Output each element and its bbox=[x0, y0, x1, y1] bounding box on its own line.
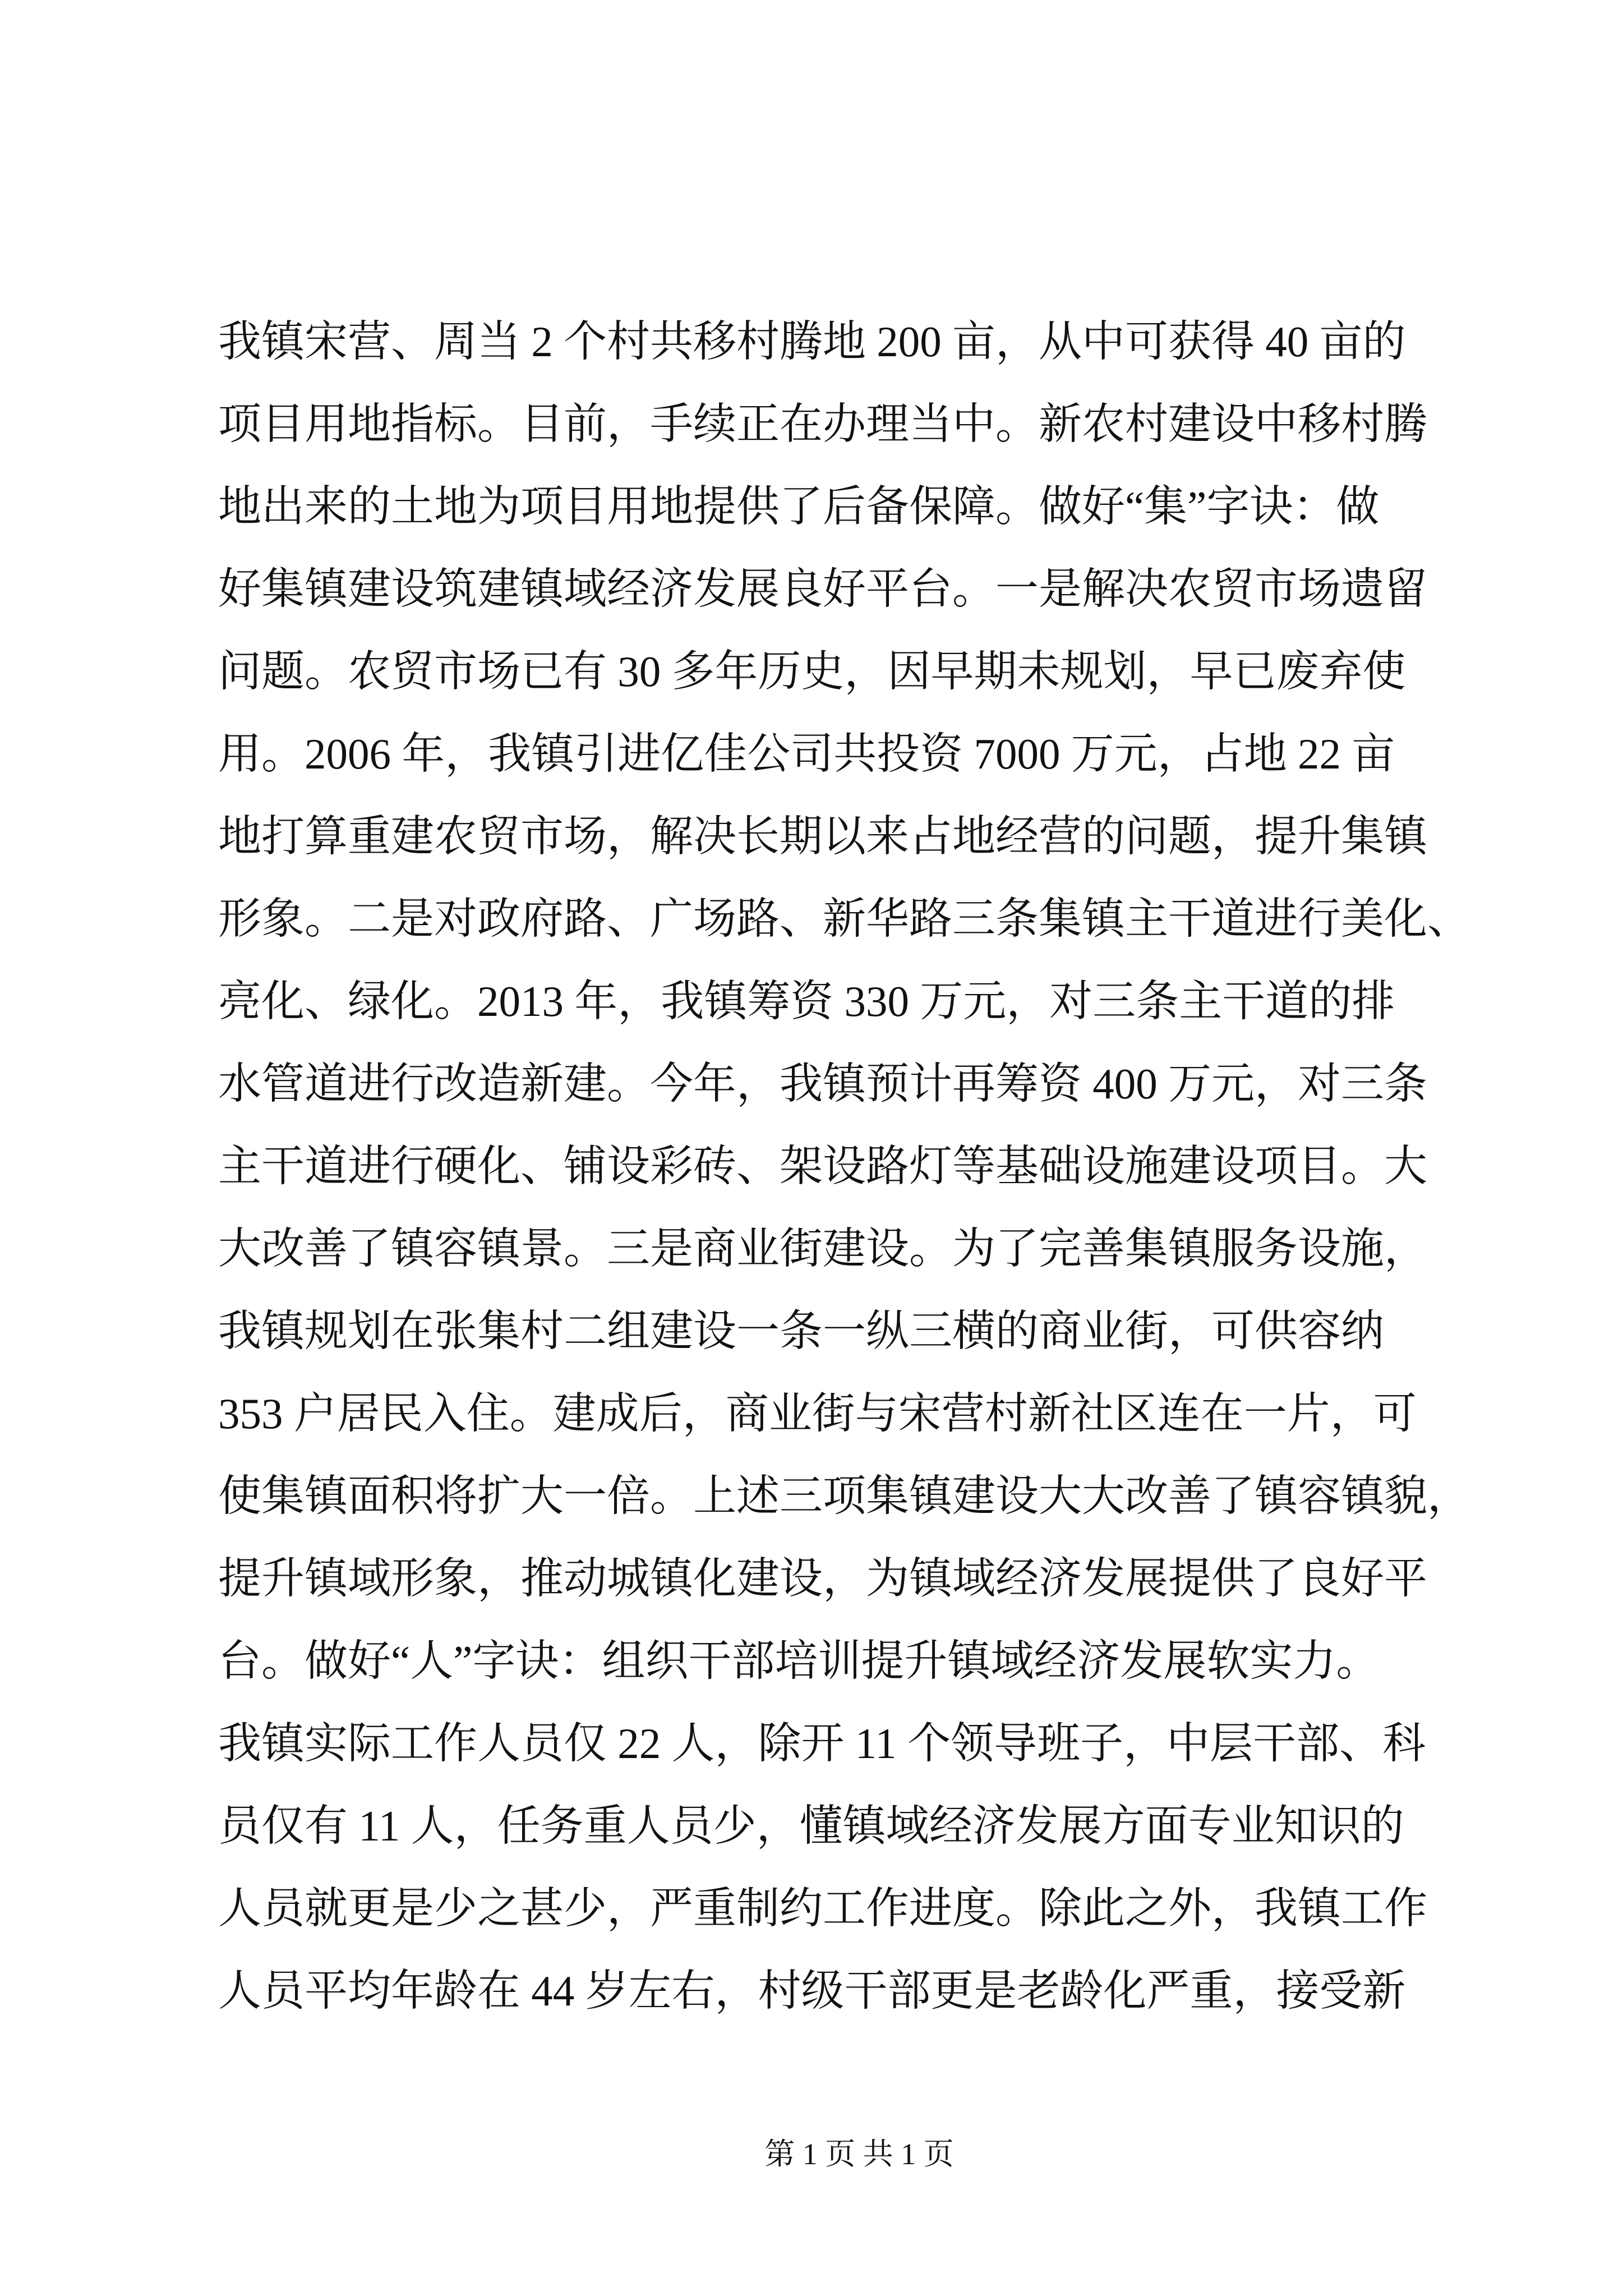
body-line: 我镇规划在张集村二组建设一条一纵三横的商业街，可供容纳 bbox=[218, 1307, 1384, 1355]
body-line: 形象。二是对政府路、广场路、新华路三条集镇主干道进行美化、 bbox=[218, 895, 1470, 943]
body-line: 提升镇域形象，推动城镇化建设，为镇域经济发展提供了良好平 bbox=[218, 1554, 1427, 1603]
body-text bbox=[218, 301, 1519, 2032]
body-line: 353 户居民入住。建成后，商业街与宋营村新社区连在一片，可 bbox=[218, 1389, 1417, 1438]
body-line: 水管道进行改造新建。今年，我镇预计再筹资 400 万元，对三条 bbox=[218, 1060, 1427, 1108]
body-line: 亮化、绿化。2013 年，我镇筹资 330 万元，对三条主干道的排 bbox=[218, 977, 1395, 1025]
body-line: 人员就更是少之甚少，严重制约工作进度。除此之外，我镇工作 bbox=[218, 1884, 1427, 1932]
body-line: 人员平均年龄在 44 岁左右，村级干部更是老龄化严重，接受新 bbox=[218, 1967, 1406, 2015]
body-line: 地打算重建农贸市场，解决长期以来占地经营的问题，提升集镇 bbox=[218, 812, 1427, 861]
body-line: 用。2006 年，我镇引进亿佳公司共投资 7000 万元，占地 22 亩 bbox=[218, 730, 1395, 778]
body-line: 使集镇面积将扩大一倍。上述三项集镇建设大大改善了镇容镇貌， bbox=[218, 1472, 1470, 1520]
body-line: 我镇实际工作人员仅 22 人，除开 11 个领导班子，中层干部、科 bbox=[218, 1719, 1426, 1768]
body-line: 主干道进行硬化、铺设彩砖、架设路灯等基础设施建设项目。大 bbox=[218, 1142, 1427, 1190]
body-line: 台。做好“人”字诀：组织干部培训提升镇域经济发展软实力。 bbox=[218, 1637, 1380, 1685]
body-line: 好集镇建设筑建镇域经济发展良好平台。一是解决农贸市场遗留 bbox=[218, 565, 1427, 613]
body-line: 项目用地指标。目前，手续正在办理当中。新农村建设中移村腾 bbox=[218, 400, 1427, 448]
body-line: 问题。农贸市场已有 30 多年历史，因早期未规划，早已废弃使 bbox=[218, 647, 1406, 696]
body-line: 员仅有 11 人，任务重人员少，懂镇域经济发展方面专业知识的 bbox=[218, 1802, 1404, 1850]
body-line: 我镇宋营、周当 2 个村共移村腾地 200 亩，从中可获得 40 亩的 bbox=[218, 318, 1406, 366]
body-line: 地出来的土地为项目用地提供了后备保障。做好“集”字诀：做 bbox=[218, 482, 1380, 531]
page-footer: 第 1 页 共 1 页 bbox=[764, 2137, 954, 2171]
body-line: 大改善了镇容镇景。三是商业街建设。为了完善集镇服务设施， bbox=[218, 1225, 1427, 1273]
